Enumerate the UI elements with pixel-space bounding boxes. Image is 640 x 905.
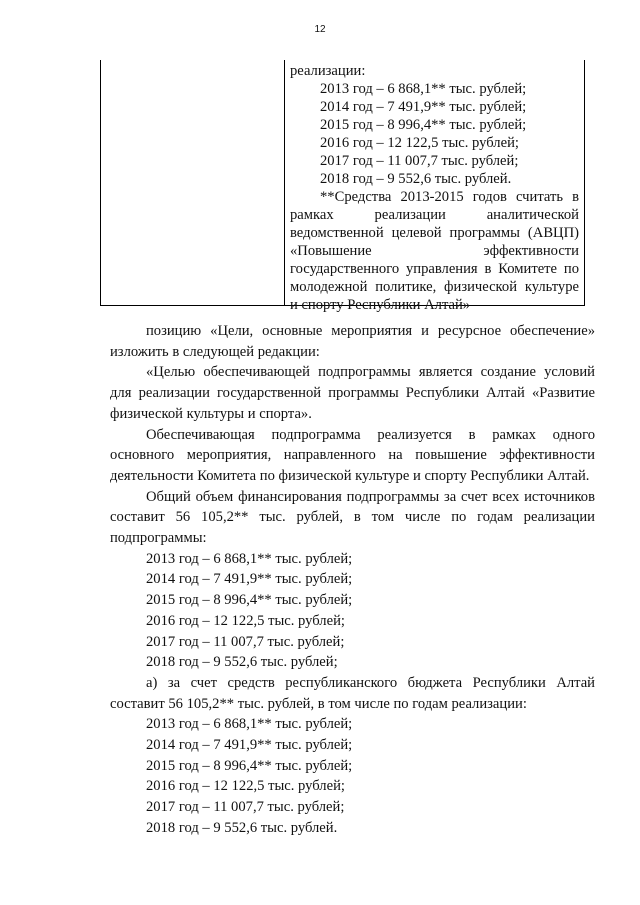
list-item: 2018 год – 9 552,6 тыс. рублей. [146, 819, 338, 836]
table-line: реализации: [290, 63, 366, 79]
table-note-line: ведомственной целевой программы (АВЦП) [290, 225, 579, 241]
table-column-divider [284, 60, 285, 305]
paragraph: Общий объем финансирования подпрограммы за счет всех источников составит 56 105,2** тыс. рублей, в том числе по годам реализации подпрограммы: [110, 488, 595, 547]
list-item: 2016 год – 12 122,5 тыс. рублей; [146, 612, 345, 629]
table-note-line: «Повышение эффективности [290, 243, 579, 259]
paragraph: «Целью обеспечивающей подпрограммы является создание условий для реализации государственной программы Республики Алтай «Развитие физической культуры и спорта». [110, 364, 595, 422]
paragraph: Обеспечивающая подпрограмма реализуется в рамках одного основного мероприятия, направленного на повышение эффективности деятельности Комитета по физической культуре и спорту Республики Алтай. [110, 426, 595, 484]
list-item: 2014 год – 7 491,9** тыс. рублей; [146, 737, 353, 754]
list-item: 2013 год – 6 868,1** тыс. рублей; [146, 550, 353, 567]
table-note-line: рамках реализации аналитической [290, 207, 579, 223]
table-right-cell [290, 62, 579, 314]
table-line: 2015 год – 8 996,4** тыс. рублей; [320, 117, 527, 133]
table-line: 2013 год – 6 868,1** тыс. рублей; [320, 81, 527, 97]
list-item: 2017 год – 11 007,7 тыс. рублей; [146, 633, 345, 650]
page-number: 12 [314, 24, 326, 35]
list-item: 2013 год – 6 868,1** тыс. рублей; [146, 716, 353, 733]
table-note-line: молодежной политике, физической культуре [290, 279, 579, 295]
list-item: 2018 год – 9 552,6 тыс. рублей; [146, 654, 338, 671]
table-line: 2018 год – 9 552,6 тыс. рублей. [320, 171, 512, 187]
list-item: 2015 год – 8 996,4** тыс. рублей; [146, 757, 353, 774]
paragraph: позицию «Цели, основные мероприятия и ресурсное обеспечение» изложить в следующей редакции: [110, 323, 595, 360]
table-note-line: государственного управления в Комитете по [290, 261, 579, 277]
table-line: 2014 год – 7 491,9** тыс. рублей; [320, 99, 527, 115]
list-item: 2017 год – 11 007,7 тыс. рублей; [146, 799, 345, 816]
list-item: 2015 год – 8 996,4** тыс. рублей; [146, 592, 353, 609]
table-line: 2017 год – 11 007,7 тыс. рублей; [320, 153, 519, 169]
table-line: 2016 год – 12 122,5 тыс. рублей; [320, 135, 519, 151]
funding-table [100, 60, 585, 313]
table-note-line: и спорту Республики Алтай» [290, 297, 471, 313]
document-body [110, 321, 595, 839]
list-item: 2016 год – 12 122,5 тыс. рублей; [146, 778, 345, 795]
list-item: 2014 год – 7 491,9** тыс. рублей; [146, 571, 353, 588]
paragraph: а) за счет средств республиканского бюджета Республики Алтай составит 56 105,2** тыс. рублей, в том числе по годам реализации: [110, 674, 595, 712]
table-note-line: **Средства 2013-2015 годов считать в [320, 189, 579, 205]
